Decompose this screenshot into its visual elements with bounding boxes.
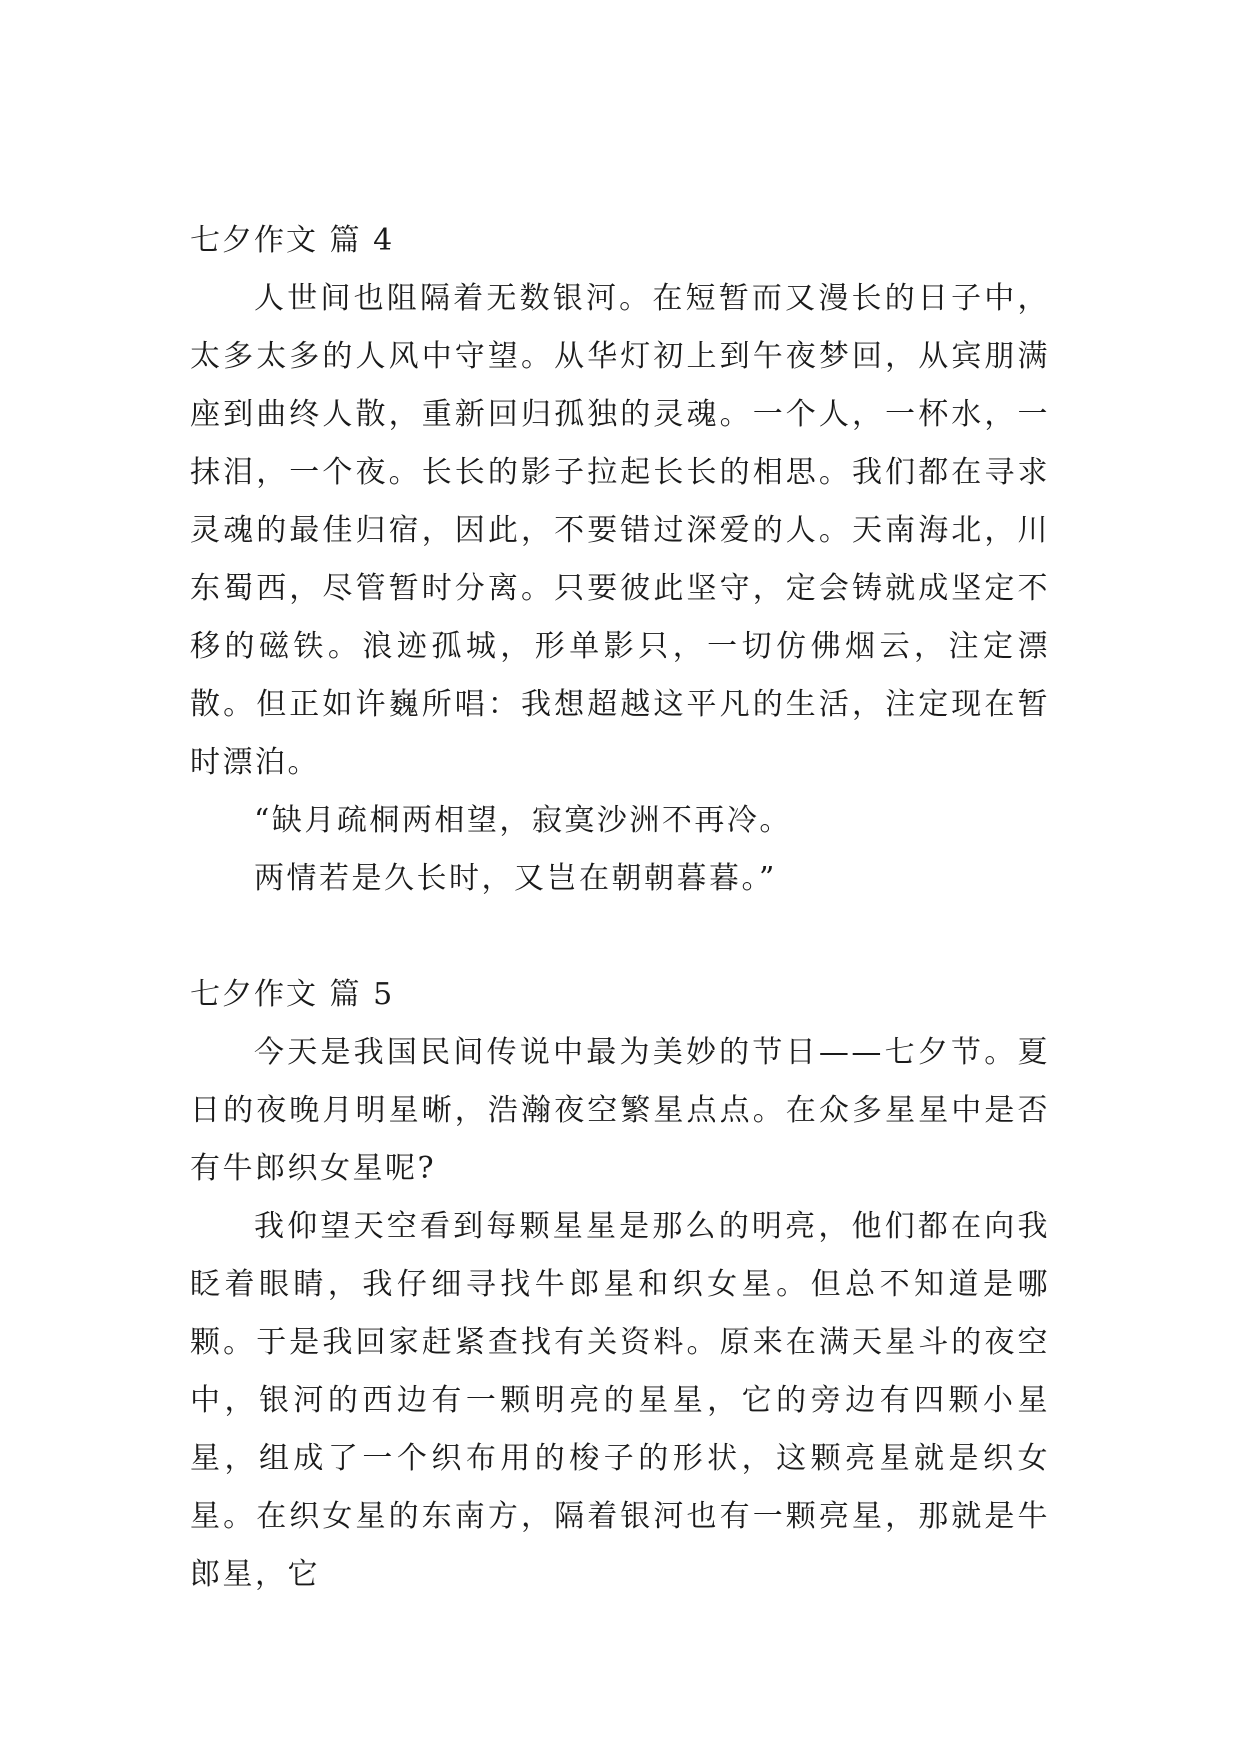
section-4-paragraph: 人世间也阻隔着无数银河。在短暂而又漫长的日子中，太多太多的人风中守望。从华灯初上到午夜梦回，从宾朋满座到曲终人散，重新回归孤独的灵魂。一个人，一杯水，一抹泪，一个夜。长长的影子拉起长长的相思。我们都在寻求灵魂的最佳归宿，因此，不要错过深爱的人。天南海北，川东蜀西，尽管暂时分离。只要彼此坚守，定会铸就成坚定不移的磁铁。浪迹孤城，形单影只，一切仿佛烟云，注定漂散。但正如许巍所唱：我想超越这平凡的生活，注定现在暂时漂泊。: [190, 281, 1050, 780]
document-page: [190, 212, 1050, 1604]
poem-line-2: 两情若是久长时，又岂在朝朝暮暮。”: [254, 861, 777, 896]
section-5-paragraph-2: 我仰望天空看到每颗星星是那么的明亮，他们都在向我眨着眼睛，我仔细寻找牛郎星和织女星。但总不知道是哪颗。于是我回家赶紧查找有关资料。原来在满天星斗的夜空中，银河的西边有一颗明亮的星星，它的旁边有四颗小星星，组成了一个织布用的梭子的形状，这颗亮星就是织女星。在织女星的东南方，隔着银河也有一颗亮星，那就是牛郎星，它: [190, 1209, 1050, 1592]
section-5-title: 七夕作文 篇 5: [190, 977, 395, 1012]
poem-line-1: “缺月疏桐两相望，寂寞沙洲不再冷。: [254, 803, 792, 838]
section-4-title: 七夕作文 篇 4: [190, 223, 395, 258]
section-gap: [190, 908, 1050, 966]
section-5-paragraph-1: 今天是我国民间传说中最为美妙的节日——七夕节。夏日的夜晚月明星晰，浩瀚夜空繁星点点。在众多星星中是否有牛郎织女星呢?: [190, 1035, 1050, 1186]
